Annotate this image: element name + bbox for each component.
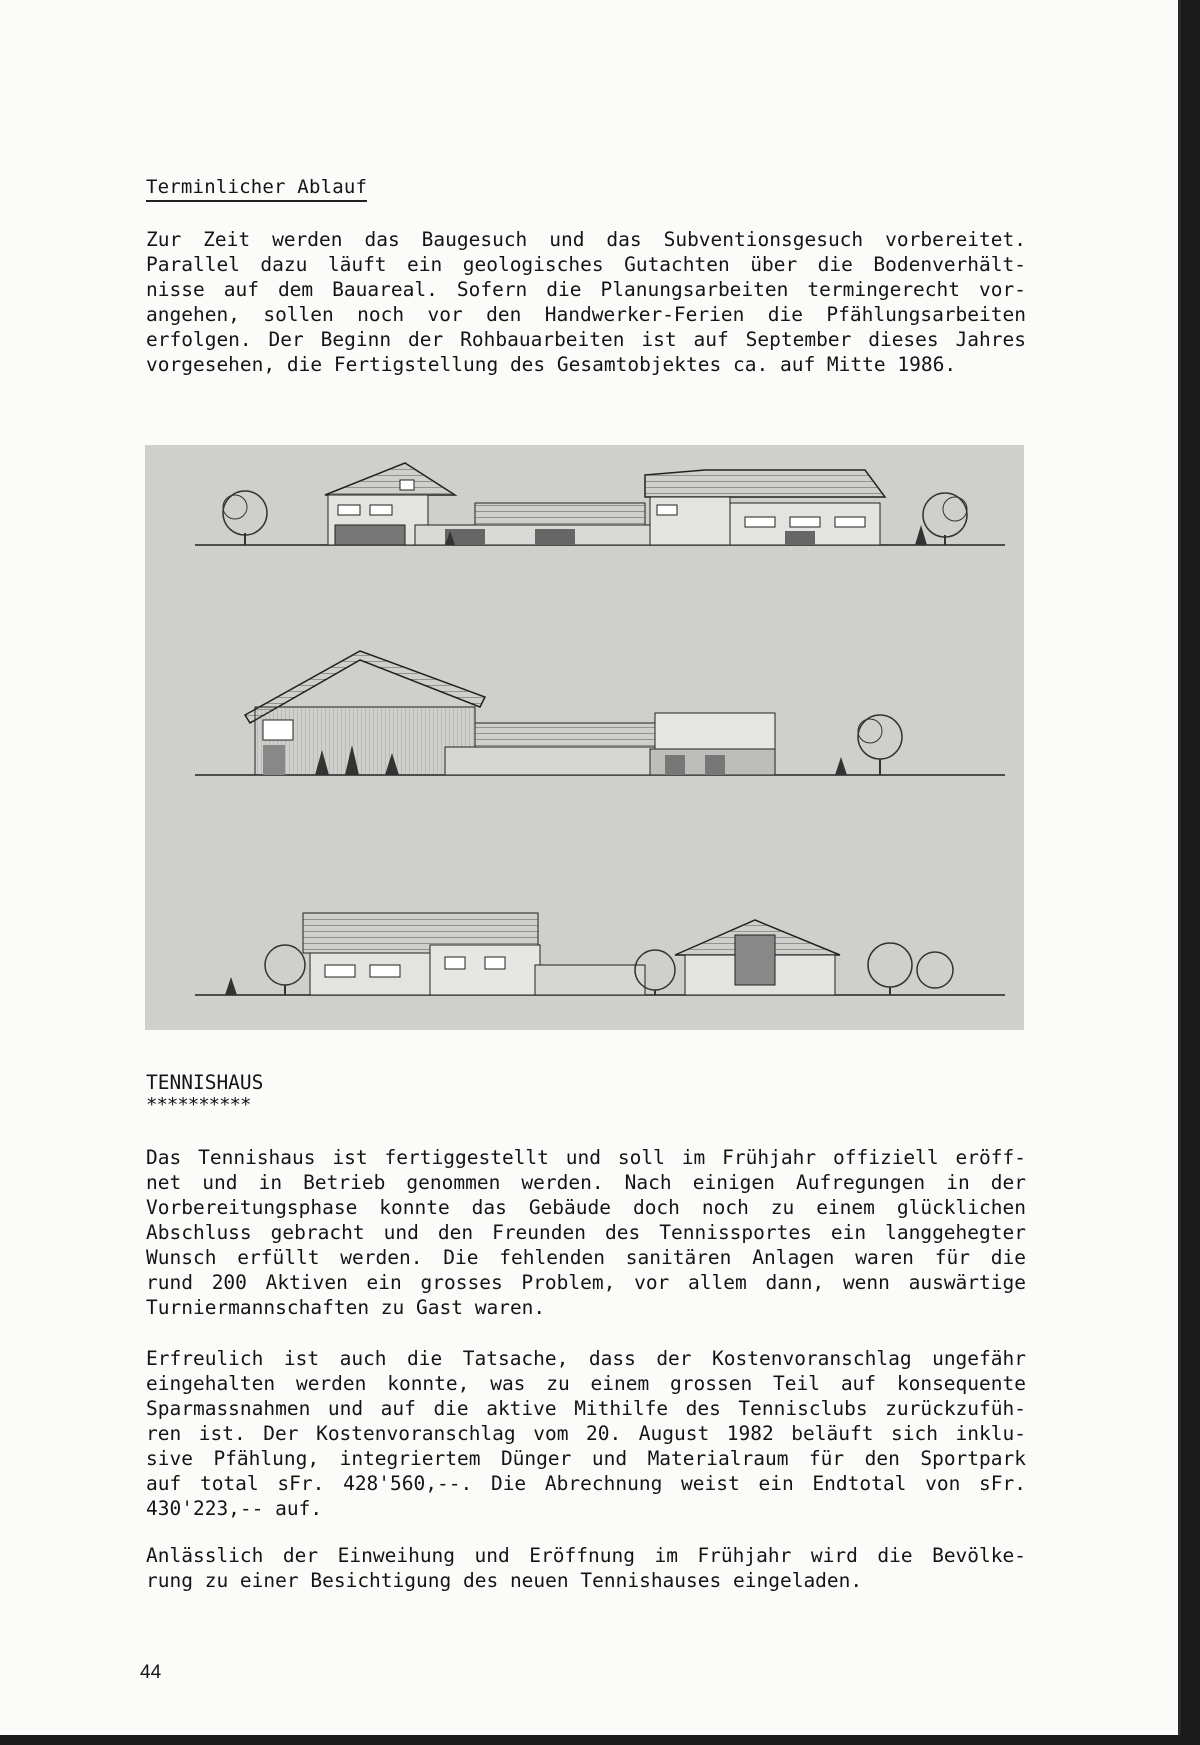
schedule-paragraph	[146, 227, 1026, 377]
title-star-underline: **********	[146, 1094, 251, 1116]
text-line: Vorbereitungsphase konnte das Gebäude doch noch zu einem glücklichen	[146, 1196, 1026, 1219]
text-line: Das Tennishaus ist fertiggestellt und soll im Frühjahr offiziell eröff-	[146, 1146, 1026, 1169]
elevation-drawings	[145, 445, 1024, 1030]
text-line: erfolgen. Der Beginn der Rohbauarbeiten ist auf September dieses Jahres	[146, 328, 1026, 351]
text-line: rund 200 Aktiven ein grosses Problem, vor allem dann, wenn auswärtige	[146, 1271, 1026, 1294]
text-line: Erfreulich ist auch die Tatsache, dass der Kostenvoranschlag ungefähr	[146, 1347, 1026, 1370]
text-line: Sparmassnahmen und auf die aktive Mithilfe des Tennisclubs zurückzufüh-	[146, 1397, 1026, 1420]
text-line: vorgesehen, die Fertigstellung des Gesamtobjektes ca. auf Mitte 1986.	[146, 353, 957, 376]
elevation-2	[195, 651, 1005, 775]
text-line: Anlässlich der Einweihung und Eröffnung im Frühjahr wird die Bevölke-	[146, 1544, 1026, 1567]
tennishaus-paragraph-1	[146, 1145, 1026, 1320]
elevation-3	[195, 913, 1005, 995]
architectural-elevations-figure	[145, 445, 1024, 1030]
text-line: sive Pfählung, integriertem Dünger und Materialraum für den Sportpark	[146, 1447, 1026, 1470]
text-line: auf total sFr. 428'560,--. Die Abrechnung weist ein Endtotal von sFr.	[146, 1472, 1026, 1495]
text-line: nisse auf dem Bauareal. Sofern die Planungsarbeiten termingerecht vor-	[146, 278, 1026, 301]
tennishaus-paragraph-2	[146, 1346, 1026, 1521]
text-line: Abschluss gebracht und den Freunden des Tennissportes ein langgehegter	[146, 1221, 1026, 1244]
elevation-1	[195, 463, 1005, 545]
text-line: net und in Betrieb genommen werden. Nach einigen Aufregungen in der	[146, 1171, 1026, 1194]
text-line: Zur Zeit werden das Baugesuch und das Subventionsgesuch vorbereitet.	[146, 228, 1026, 251]
text-line: Wunsch erfüllt werden. Die fehlenden sanitären Anlagen waren für die	[146, 1246, 1026, 1269]
tennishaus-paragraph-3	[146, 1543, 1026, 1593]
text-line: ren ist. Der Kostenvoranschlag vom 20. August 1982 beläuft sich inklu-	[146, 1422, 1026, 1445]
text-line: angehen, sollen noch vor den Handwerker-Ferien die Pfählungsarbeiten	[146, 303, 1026, 326]
text-line: rung zu einer Besichtigung des neuen Tennishauses eingeladen.	[146, 1569, 863, 1592]
text-line: eingehalten werden konnte, was zu einem grossen Teil auf konsequente	[146, 1372, 1026, 1395]
text-line: 430'223,-- auf.	[146, 1497, 323, 1520]
text-line: Parallel dazu läuft ein geologisches Gutachten über die Bodenverhält-	[146, 253, 1026, 276]
section-title-tennishaus: TENNISHAUS	[146, 1071, 264, 1094]
text-line: Turniermannschaften zu Gast waren.	[146, 1296, 546, 1319]
section-heading-terminlicher-ablauf: Terminlicher Ablauf	[146, 176, 367, 202]
page-number: 44	[140, 1662, 162, 1683]
